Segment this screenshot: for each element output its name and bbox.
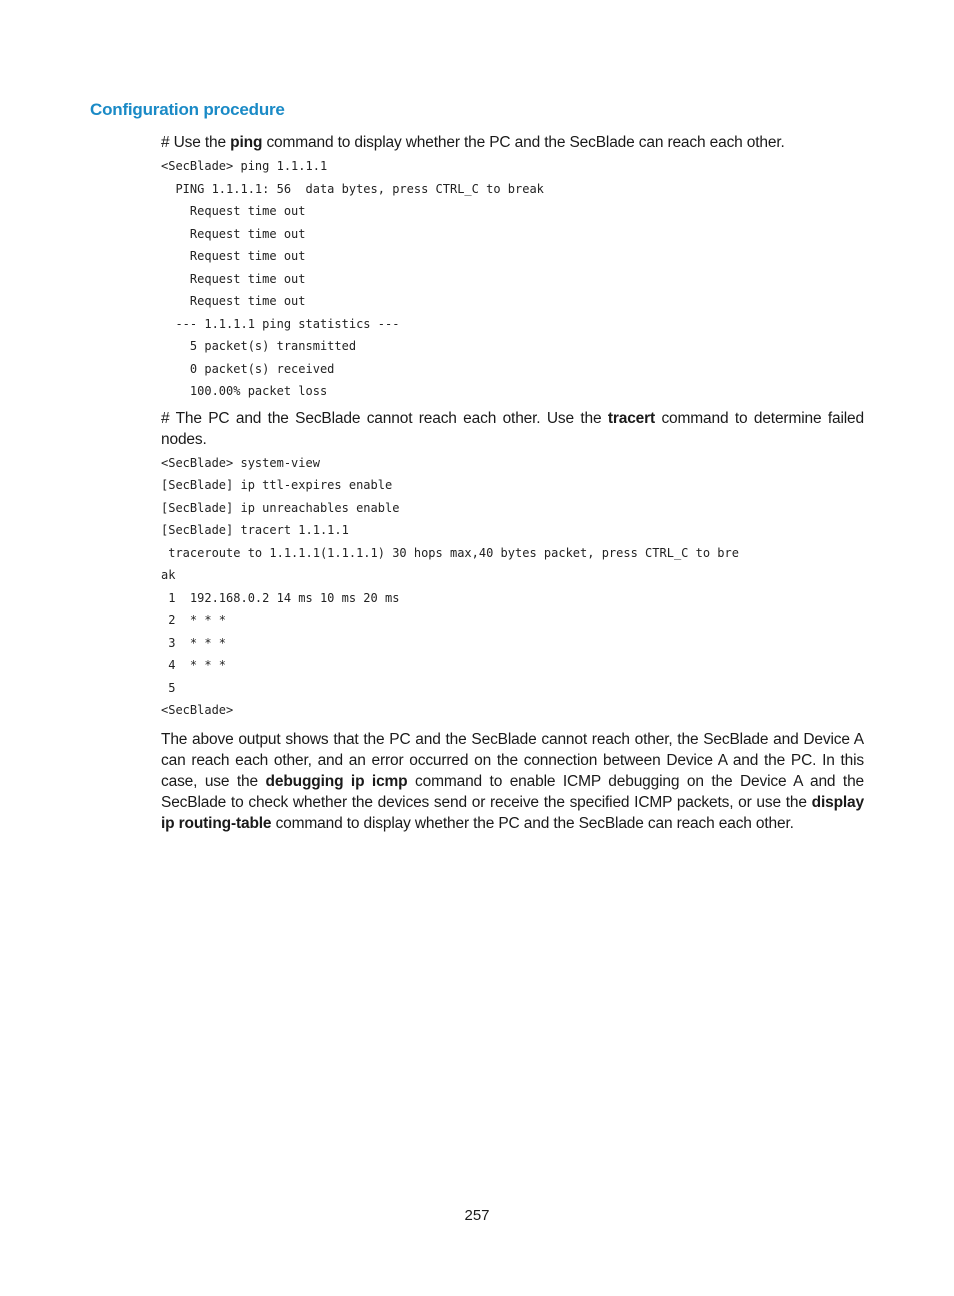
tracert-output-block: <SecBlade> system-view [SecBlade] ip ttl-expires enable [SecBlade] ip unreachables enable [SecBlade] tracert 1.1.1.1 traceroute to 1.1.1.1(1.1.1.1) 30 hops max,40 bytes packet, press CTRL_C to bre ak 1 192.168.0.2 14 ms 10 ms 20 ms 2 * * * 3 * * * 4 * * * 5 <SecBlade> <box>161 455 739 717</box>
tracert-command: tracert <box>607 409 656 427</box>
ping-command: ping <box>230 134 263 151</box>
step-ping-text-pre: # Use the <box>161 134 231 151</box>
ping-output-block: <SecBlade> ping 1.1.1.1 PING 1.1.1.1: 56 data bytes, press CTRL_C to break Request time out Request time out Request time out Request time out Request time out --- 1.1.1.1 ping statistics --- 5 packet(s) transmitted 0 packet(s) received 100.00% packet loss <box>161 159 544 398</box>
conclusion-text-1: The above output shows that the PC and the SecBlade cannot reach other, the SecBlade and Device A can reach each other, and an error occurred on the connection between Device A and the PC. In this case, use the <box>161 730 864 790</box>
page-number: 257 <box>464 1207 490 1224</box>
step-tracert-text-pre: # The PC and the SecBlade cannot reach each other. Use the <box>161 409 608 427</box>
step-tracert-text-post: command to determine failed nodes. <box>161 409 864 448</box>
conclusion-text-2: command to enable ICMP debugging on the Device A and the SecBlade to check whether the devices send or receive the specified ICMP packets, or use the <box>161 772 865 811</box>
conclusion-paragraph <box>161 729 864 834</box>
debugging-command: debugging ip icmp <box>265 772 408 790</box>
section-heading: Configuration procedure <box>90 100 285 119</box>
step-ping-text-post: command to display whether the PC and the SecBlade can reach each other. <box>262 134 785 151</box>
step-tracert-paragraph <box>161 408 864 450</box>
display-routing-command: display ip routing-table <box>161 793 864 832</box>
conclusion-text-3: command to display whether the PC and the SecBlade can reach each other. <box>271 814 794 832</box>
step-ping-paragraph <box>161 132 864 153</box>
document-body <box>161 132 864 834</box>
